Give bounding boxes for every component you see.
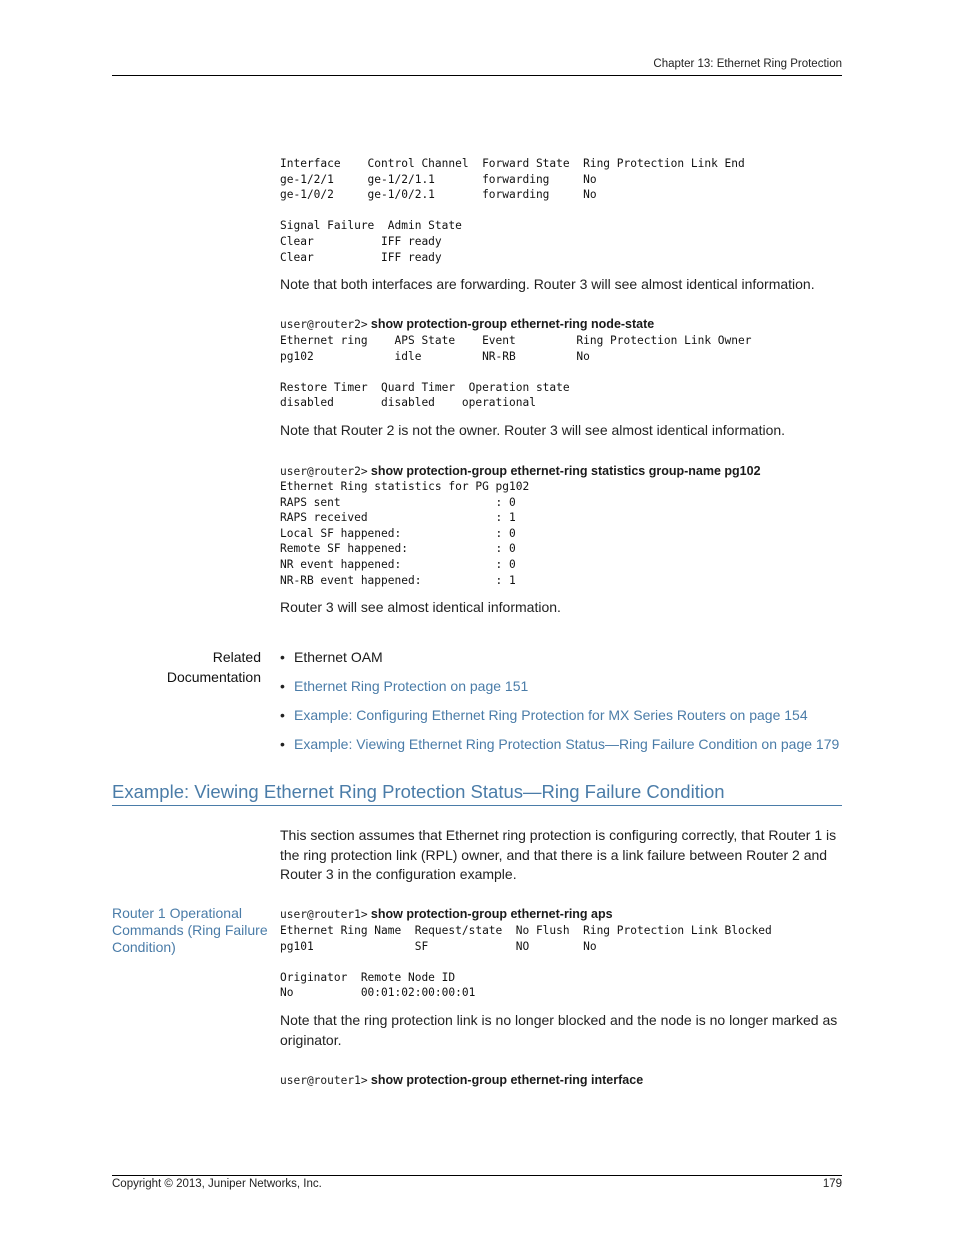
cli-command: show protection-group ethernet-ring statistics group-name pg102 (370, 464, 761, 478)
cli-command: show protection-group ethernet-ring interface (370, 1073, 644, 1087)
cli-command: show protection-group ethernet-ring aps (370, 907, 613, 921)
side-heading-router1: Router 1 Operational Commands (Ring Failure Condition) (112, 905, 268, 955)
related-documentation-label (167, 647, 261, 687)
section-rule (112, 805, 842, 806)
footer-copyright: Copyright © 2013, Juniper Networks, Inc. (112, 1178, 322, 1190)
statistics-output: Ethernet Ring statistics for PG pg102 RAPS sent : 0 RAPS received : 1 Local SF happened: : 0 Remote SF happened: : 0 NR event happened: : 0 NR-RB event happened: : 1 (280, 480, 530, 587)
note-not-blocked: Note that the ring protection link is no longer blocked and the node is no longer marked as originator. (280, 1012, 838, 1048)
bullet-icon: • (280, 649, 285, 665)
note-not-owner: Note that Router 2 is not the owner. Router 3 will see almost identical information. (280, 422, 786, 438)
related-item-ethernet-oam (280, 647, 839, 676)
bullet-icon: • (280, 678, 285, 694)
header-rule (112, 75, 842, 76)
link-text[interactable]: Ethernet Ring Protection on page 151 (294, 678, 529, 694)
node-state-output: Ethernet ring APS State Event Ring Protection Link Owner pg102 idle NR-RB No Restore Timer Quard Timer Operation state disabled disabled operational (280, 334, 752, 410)
bullet-icon: • (280, 736, 285, 752)
related-item-text: Ethernet OAM (294, 649, 383, 665)
related-links-list (280, 647, 839, 763)
section-intro: This section assumes that Ethernet ring protection is configuring correctly, that Router 1 is the ring protection link (RPL) owner, and that there is a link failure between Router 2 and Router 3 in the configuration example. (280, 827, 837, 882)
cli-prompt: user@router1> (280, 908, 368, 921)
related-label-line1: Related (212, 649, 261, 665)
interface-output: Interface Control Channel Forward State Ring Protection Link End ge-1/2/1 ge-1/2/1.1 forwarding No ge-1/0/2 ge-1/0/2.1 forwarding No Signal Failure Admin State Clear IFF ready Clear IFF ready (280, 157, 745, 264)
running-header: Chapter 13: Ethernet Ring Protection (653, 58, 842, 70)
related-link-configuring-mx[interactable] (280, 705, 839, 734)
cli-command: show protection-group ethernet-ring node-state (370, 317, 655, 331)
aps-output: Ethernet Ring Name Request/state No Flush Ring Protection Link Blocked pg101 SF NO No Originator Remote Node ID No 00:01:02:00:00:01 (280, 924, 772, 1000)
link-text[interactable]: Example: Viewing Ethernet Ring Protection Status—Ring Failure Condition on page 179 (294, 736, 840, 752)
footer-rule (112, 1175, 842, 1176)
command-statistics (280, 464, 761, 480)
cli-prompt: user@router1> (280, 1074, 368, 1087)
command-interface (280, 1073, 643, 1089)
cli-prompt: user@router2> (280, 465, 368, 478)
command-aps (280, 907, 613, 923)
related-link-ring-protection[interactable] (280, 676, 839, 705)
related-label-line2: Documentation (166, 669, 261, 685)
related-link-viewing-status[interactable] (280, 734, 839, 763)
section-title: Example: Viewing Ethernet Ring Protection Status—Ring Failure Condition (112, 781, 725, 802)
link-text[interactable]: Example: Configuring Ethernet Ring Protection for MX Series Routers on page 154 (294, 707, 808, 723)
note-forwarding: Note that both interfaces are forwarding. Router 3 will see almost identical information. (280, 276, 815, 292)
cli-prompt: user@router2> (280, 318, 368, 331)
command-node-state (280, 317, 654, 333)
bullet-icon: • (280, 707, 285, 723)
page-number: 179 (822, 1178, 842, 1190)
note-router3: Router 3 will see almost identical information. (280, 599, 561, 615)
